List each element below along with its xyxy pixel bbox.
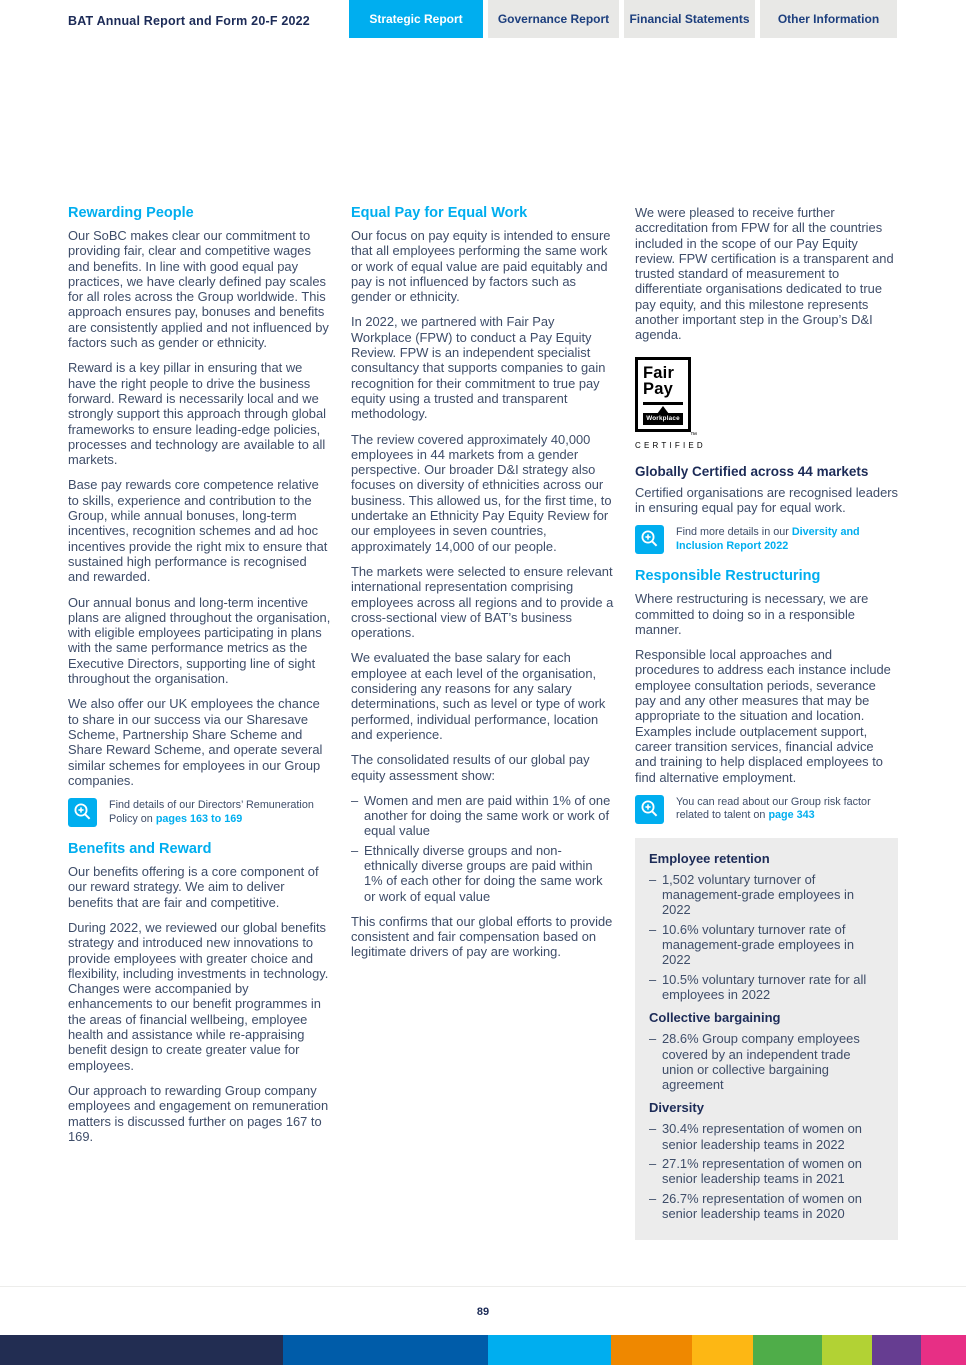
column-certification-restructuring [635,205,898,1240]
list-item: – Women and men are paid within 1% of one another for doing the same work or work of equal value [351,793,614,839]
stat-item: – 10.5% voluntary turnover rate for all employees in 2022 [649,972,884,1003]
people-stats-box [635,838,898,1240]
paragraph: The markets were selected to ensure relevant international representation comprising employees across all regions and to provide a cross-sectional view of BAT’s business operations. [351,563,614,641]
callout-text [109,798,331,826]
section-heading: Benefits and Reward [68,841,212,858]
brand-color-bar [0,1335,966,1365]
section-heading: Equal Pay for Equal Work [351,205,528,221]
cross-reference-callout[interactable] [635,525,898,554]
pay-equity-results-list [351,793,614,904]
report-title: BAT Annual Report and Form 20-F 2022 [68,14,310,28]
paragraph: In 2022, we partnered with Fair Pay Workplace (FPW) to conduct a Pay Equity Review. FPW is an independent specialist consultancy that supports companies to gain recognition for their commitment to true pay equity using a trusted and transparent methodology. [351,314,606,422]
paragraph: Certified organisations are recognised leaders in ensuring equal pay for equal work. [635,484,898,515]
paragraph: Base pay rewards core competence relative to skills, experience and contribution to the Group, while annual bonuses, long-term incentives, recognition schemes and ad hoc incentives provide the right mix to ensure that sustained high performance is recognised and rewarded. [68,477,328,585]
paragraph: Responsible local approaches and procedures to address each instance include employee consultation periods, severance pay and any other measures that may be appropriate to the situation and location. Examples include outplacement support, career transition services, financial advice and training to help displaced employees to find alternative employment. [635,647,891,785]
pages-163-169-link[interactable]: pages 163 to 169 [155,812,243,825]
tab-financial-statements[interactable]: Financial Statements [624,0,755,38]
cross-reference-callout[interactable] [68,798,331,827]
callout-text [676,795,898,823]
paragraph: The review covered approximately 40,000 employees in 44 markets from a gender perspective. Our broader D&I strategy also focuses on diversity of ethnicities across our business. This allowed us, for the first time, to undertake an Ethnicity Pay Equity Review for our employees in seven countries, approximately 14,000 of our people. [351,431,612,554]
stat-item: – 26.7% representation of women on senior leadership teams in 2020 [649,1191,884,1222]
color-bar-segment [822,1335,872,1365]
stat-section-title: Employee retention [649,850,770,866]
paragraph: We evaluated the base salary for each employee at each level of the organisation, considering any reasons for any salary determinations, such as level or type of work performed, individual performance, location and experience. [351,650,606,742]
color-bar-segment [283,1335,488,1365]
paragraph: During 2022, we reviewed our global benefits strategy and introduced new innovations to provide employees with greater choice and flexibility, including investments in technology. Changes were accompanied by enhancements to our benefit programmes in the areas of financial wellbeing, employee health and assistance while re-appraising benefit design to create greater value for employees. [68,919,329,1073]
color-bar-segment [753,1335,822,1365]
color-bar-segment [0,1335,283,1365]
column-rewarding-people [68,205,331,1144]
stat-item: – 1,502 voluntary turnover of management-grade employees in 2022 [649,872,884,918]
stat-list [649,1031,884,1092]
logo-word-fair: Fair [643,363,675,382]
page-number: 89 [476,1306,490,1318]
footer-divider [0,1286,966,1287]
fair-pay-workplace-logo [635,357,705,450]
section-tabs [349,0,897,38]
stat-list [649,872,884,1002]
color-bar-segment [692,1335,753,1365]
magnifier-plus-icon [68,798,97,827]
stat-section-title: Collective bargaining [649,1010,781,1026]
paragraph: We were pleased to receive further accreditation from FPW for all the countries included in the scope of our Pay Equity review. FPW certification is a transparent and trusted standard of measurement to differentiate organisations dedicated to true pay equity, and this milestone represents another important step in the Group’s D&I agenda. [635,205,894,343]
paragraph: Our annual bonus and long-term incentive plans are aligned throughout the organisation, with eligible employees participating in plans with the same performance metrics as the Executive Directors, supporting line of sight throughout the organisation. [68,594,331,687]
callout-text-before: You can read about our Group risk factor related to talent on [676,795,871,822]
tab-governance-report[interactable]: Governance Report [488,0,619,38]
magnifier-plus-icon [635,795,664,824]
paragraph: This confirms that our global efforts to provide consistent and fair compensation based on legitimate drivers of pay are working. [351,913,613,960]
paragraph: Our benefits offering is a core component of our reward strategy. We aim to deliver benefits that are fair and competitive. [68,864,319,910]
tab-other-information[interactable]: Other Information [760,0,897,38]
callout-text-before: Find more details in our [676,526,792,539]
callout-text [676,525,898,553]
fair-pay-logo-box [635,357,691,432]
logo-word-workplace: Workplace [643,413,683,425]
certified-label: CERTIFIED [635,440,706,450]
column-equal-pay [351,205,614,960]
stat-item: – 28.6% Group company employees covered by an independent trade union or collective bargaining agreement [649,1031,884,1092]
paragraph: Our focus on pay equity is intended to ensure that all employees performing the same work or work of equal value are paid equitably and pay is not influenced by factors such as gender or ethnicity. [351,228,611,305]
paragraph: Our SoBC makes clear our commitment to providing fair, clear and competitive wages and benefits. In line with good equal pay practices, we have clearly defined pay scales for all roles across the Group worldwide. This approach ensures pay, bonuses and benefits are consistently applied and not influenced by factors such as gender or ethnicity. [68,228,329,351]
balance-scale-icon [643,402,683,412]
color-bar-segment [921,1335,966,1365]
logo-word-pay: Pay [643,379,673,398]
paragraph: Where restructuring is necessary, we are committed to doing so in a responsible manner. [635,591,869,637]
color-bar-segment [872,1335,921,1365]
page-343-link[interactable]: page 343 [768,809,815,822]
stat-item: – 27.1% representation of women on senior leadership teams in 2021 [649,1156,884,1187]
trademark-symbol: ™ [690,431,697,439]
stat-item: – 10.6% voluntary turnover rate of management-grade employees in 2022 [649,922,884,968]
paragraph: The consolidated results of our global pay equity assessment show: [351,752,590,783]
section-heading: Rewarding People [68,205,194,221]
callout-text-before: Find details of our Directors’ Remuneration Policy on [109,799,314,825]
stat-section-title: Diversity [649,1100,704,1116]
magnifier-plus-icon [635,525,664,554]
section-heading: Responsible Restructuring [635,568,821,585]
certified-heading: Globally Certified across 44 markets [635,463,869,479]
stat-list [649,1121,884,1221]
color-bar-segment [611,1335,692,1365]
stat-item: – 30.4% representation of women on senior leadership teams in 2022 [649,1121,884,1152]
list-item: – Ethnically diverse groups and non-ethnically diverse groups are paid within 1% of each other for doing the same work or work of equal value [351,843,614,904]
paragraph: Reward is a key pillar in ensuring that we have the right people to drive the business forward. Reward is necessarily local and we strongly support this approach through global frameworks to ensure leading-edge policies, processes and technology are available to all markets. [68,360,326,468]
diversity-inclusion-report-link[interactable]: Diversity and Inclusion Report 2022 [676,526,860,552]
cross-reference-callout[interactable] [635,795,898,824]
tab-strategic-report[interactable]: Strategic Report [349,0,483,38]
paragraph: We also offer our UK employees the chance to share in our success via our Sharesave Scheme, Partnership Share Scheme and Share Reward Scheme, and operate several similar schemes for employees in our Group companies. [68,696,323,788]
color-bar-segment [488,1335,611,1365]
paragraph: Our approach to rewarding Group company employees and engagement on remuneration matters is discussed further on pages 167 to 169. [68,1082,329,1144]
